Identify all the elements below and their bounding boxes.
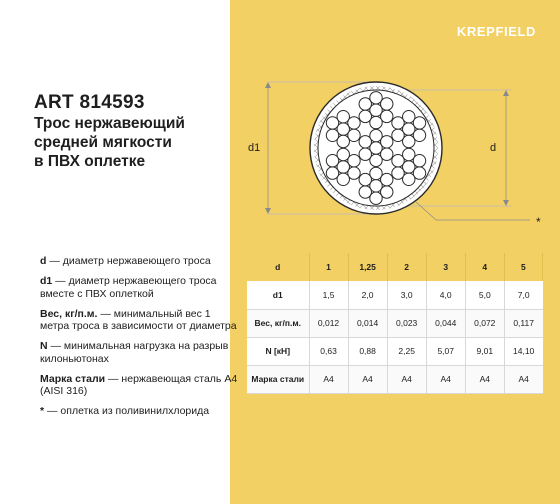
legend-text: — диаметр нержавеющего троса вместе с ПВХ оплеткой [40, 275, 217, 300]
table-cell: 0,014 [348, 309, 387, 337]
legend-term: d1 [40, 275, 53, 287]
spec-table [247, 253, 543, 394]
d1-arrow-bottom [265, 208, 271, 214]
table-cell: 0,072 [465, 309, 504, 337]
table-header-cell: 1 [309, 253, 348, 281]
table-header-cell: 5 [504, 253, 542, 281]
legend-item-d1 [40, 275, 240, 300]
cable-cross-section-diagram [240, 70, 560, 245]
legend-text: — минимальный вес 1 метра троса в зависимости от диаметра [40, 307, 237, 332]
legend-text: — оплетка из поливинилхлорида [44, 405, 210, 417]
table-cell: 7,0 [504, 281, 542, 309]
legend-term: d [40, 255, 47, 267]
table-row [247, 281, 543, 309]
wire-strand [326, 129, 338, 141]
table-row-label: Марка стали [247, 365, 309, 393]
table-row-label: d1 [247, 281, 309, 309]
table-cell: 1,5 [309, 281, 348, 309]
d-arrow-top [503, 90, 509, 96]
legend-text: — минимальная нагрузка на разрыв килоньютонах [40, 340, 229, 365]
table-header-row [247, 253, 543, 281]
table-cell: 0,023 [387, 309, 426, 337]
table-header-cell: 1,25 [348, 253, 387, 281]
legend-text: — диаметр нержавеющего троса [46, 255, 211, 267]
sheath-star-label: * [536, 215, 541, 229]
table-cell: A4 [387, 365, 426, 393]
table-cell: 5,0 [465, 281, 504, 309]
wire-strand [348, 117, 360, 129]
table-cell: 2,0 [348, 281, 387, 309]
table-cell: A4 [465, 365, 504, 393]
title-line-2: средней мягкости [34, 134, 172, 151]
table-header-cell: 2 [387, 253, 426, 281]
d-arrow-bottom [503, 200, 509, 206]
table-cell: 14,10 [504, 337, 542, 365]
table-cell: 9,01 [465, 337, 504, 365]
wire-strand [413, 155, 425, 167]
sheath-leader-line [416, 202, 436, 220]
d1-label: d1 [248, 142, 261, 154]
table-cell: 4,0 [426, 281, 465, 309]
wire-strand [413, 117, 425, 129]
brand-logo: KREPFIELD [456, 24, 536, 39]
legend-item-steel-grade [40, 373, 240, 398]
title-line-1: Трос нержавеющий [34, 115, 185, 132]
d1-arrow-top [265, 82, 271, 88]
legend-item-d [40, 255, 240, 268]
table-row [247, 365, 543, 393]
table-row-label: N [кН] [247, 337, 309, 365]
table-cell: 5,07 [426, 337, 465, 365]
table-row-label: Вес, кг/п.м. [247, 309, 309, 337]
wire-strand [381, 98, 393, 110]
table-cell: A4 [348, 365, 387, 393]
legend [40, 255, 240, 425]
wire-strand [348, 155, 360, 167]
wire-strand [381, 173, 393, 185]
wire-strand [326, 167, 338, 179]
table-row [247, 337, 543, 365]
wire-strand [392, 167, 404, 179]
table-header-cell: 4 [465, 253, 504, 281]
legend-term: * [40, 405, 45, 417]
wire-strand [359, 186, 371, 198]
wire-strand [381, 136, 393, 148]
table-header-label: d [247, 253, 309, 281]
legend-item-load [40, 340, 240, 365]
table-row [247, 309, 543, 337]
table-cell: A4 [426, 365, 465, 393]
legend-item-sheath [40, 405, 240, 418]
table-cell: 0,63 [309, 337, 348, 365]
table-cell: A4 [504, 365, 542, 393]
table-cell: A4 [309, 365, 348, 393]
left-panel [0, 0, 230, 504]
table-cell: 0,012 [309, 309, 348, 337]
d-label: d [490, 142, 497, 154]
title-line-3: в ПВХ оплетке [34, 153, 146, 170]
legend-text: — нержавеющая сталь A4 (AISI 316) [40, 372, 238, 397]
wire-strand [392, 129, 404, 141]
table-header-cell: 3 [426, 253, 465, 281]
legend-item-weight [40, 308, 240, 333]
table-cell: 0,88 [348, 337, 387, 365]
article-number: ART 814593 [34, 92, 145, 113]
table-cell: 2,25 [387, 337, 426, 365]
table-cell: 0,117 [504, 309, 542, 337]
legend-term: Марка стали [40, 372, 106, 385]
table-cell: 3,0 [387, 281, 426, 309]
legend-term: Вес, кг/п.м. [40, 307, 98, 320]
legend-term: N [40, 340, 48, 352]
table-cell: 0,044 [426, 309, 465, 337]
wire-strand [359, 110, 371, 122]
product-title-block [34, 92, 234, 171]
wire-strand [359, 148, 371, 160]
